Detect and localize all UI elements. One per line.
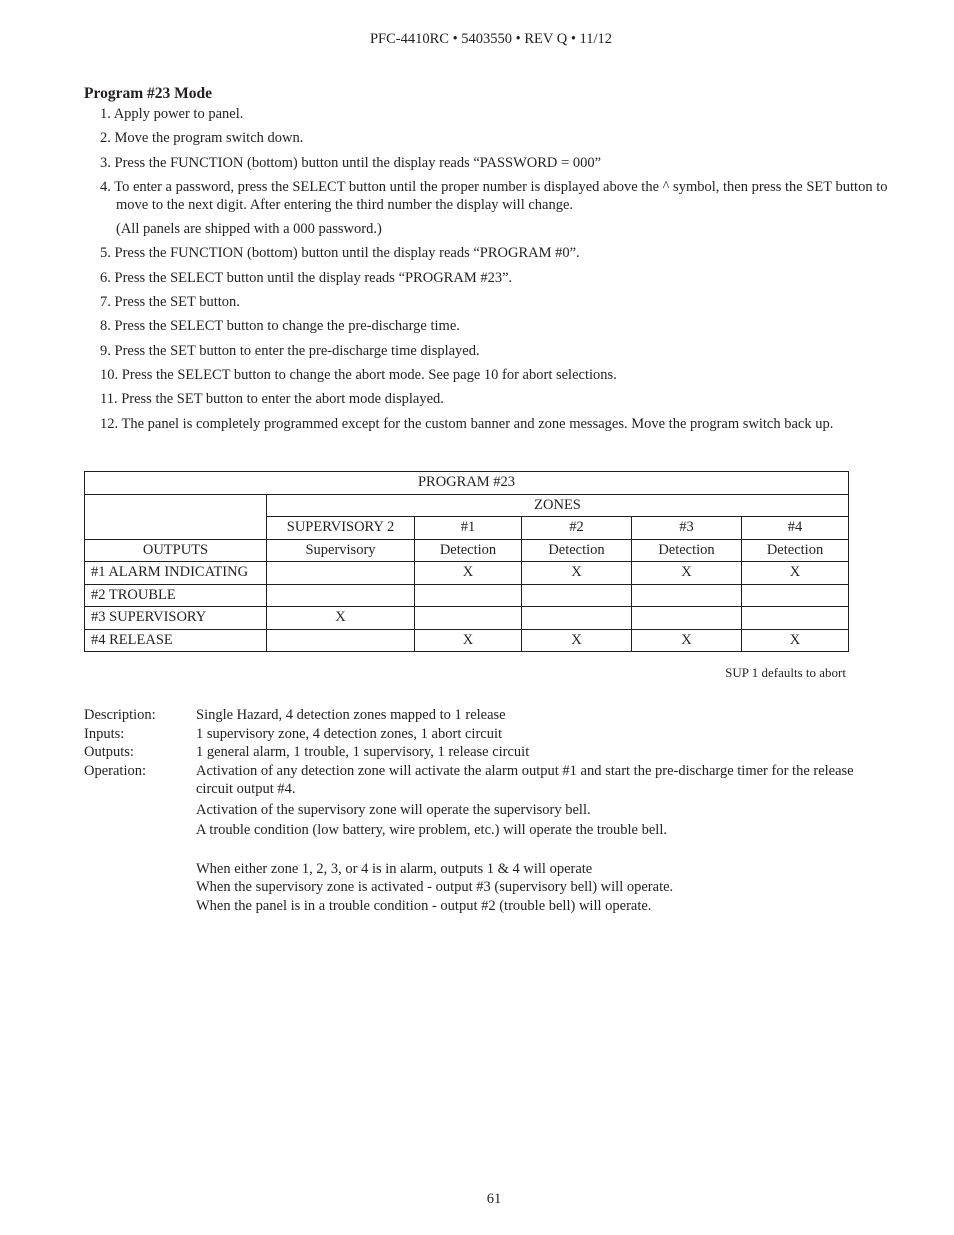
instruction-list: [100, 105, 900, 439]
output-label: #4 RELEASE: [85, 629, 267, 652]
zone-type: Detection: [415, 539, 522, 562]
table-cell: [415, 584, 522, 607]
table-cell: [632, 607, 742, 630]
table-row: [85, 562, 849, 585]
zones-header-row: [85, 494, 849, 517]
step-item: 11. Press the SET button to enter the abort mode displayed.: [100, 391, 444, 408]
table-cell: [267, 629, 415, 652]
table-row: [85, 607, 849, 630]
zone-type: Detection: [742, 539, 849, 562]
table-cell: X: [522, 562, 632, 585]
blank-cell: [85, 494, 267, 539]
table-cell: [522, 584, 632, 607]
zone-type: Detection: [522, 539, 632, 562]
zone-header: #3: [632, 517, 742, 540]
table-title-row: [85, 472, 849, 495]
section-title: Program #23 Mode: [84, 85, 212, 102]
description-block: [84, 706, 884, 915]
summary-line: When the panel is in a trouble condition - output #2 (trouble bell) will operate.: [196, 897, 652, 914]
table-cell: X: [267, 607, 415, 630]
table-cell: X: [415, 562, 522, 585]
zone-type: Detection: [632, 539, 742, 562]
output-label: #1 ALARM INDICATING: [85, 562, 267, 585]
table-footnote: SUP 1 defaults to abort: [725, 665, 846, 680]
outputs-header: OUTPUTS: [85, 539, 267, 562]
step-item: 1. Apply power to panel.: [100, 106, 244, 122]
zone-header: #4: [742, 517, 849, 540]
page-number: 61: [486, 1191, 502, 1207]
table-cell: X: [632, 562, 742, 585]
output-label: #2 TROUBLE: [85, 584, 267, 607]
zone-types-row: [85, 539, 849, 562]
step-item: 3. Press the FUNCTION (bottom) button until the display reads “PASSWORD = 000”: [100, 154, 602, 171]
summary-line: When either zone 1, 2, 3, or 4 is in alarm, outputs 1 & 4 will operate: [196, 860, 593, 877]
inputs-label: Inputs:: [84, 725, 125, 742]
zone-header: #2: [522, 517, 632, 540]
zone-header: #1: [415, 517, 522, 540]
step-item: 9. Press the SET button to enter the pre-discharge time displayed.: [100, 342, 480, 359]
description-label: Description:: [84, 707, 156, 723]
table-cell: [632, 584, 742, 607]
step-item: 4. To enter a password, press the SELECT button until the proper number is displayed above the ^ symbol, then press the SET button to move to the next digit. After entering the third number the display will change.: [100, 178, 888, 213]
table-row: [85, 629, 849, 652]
description-value: Single Hazard, 4 detection zones mapped to 1 release: [196, 707, 506, 723]
table-cell: [267, 584, 415, 607]
table-cell: X: [415, 629, 522, 652]
zones-header: ZONES: [267, 494, 849, 517]
outputs-value: 1 general alarm, 1 trouble, 1 supervisory, 1 release circuit: [196, 744, 530, 760]
zone-header: SUPERVISORY 2: [267, 517, 415, 540]
step-note: (All panels are shipped with a 000 password.): [116, 221, 382, 238]
inputs-value: 1 supervisory zone, 4 detection zones, 1 abort circuit: [196, 725, 503, 742]
step-item: 5. Press the FUNCTION (bottom) button until the display reads “PROGRAM #0”.: [100, 245, 580, 262]
table-cell: [742, 607, 849, 630]
operation-row: [84, 762, 884, 916]
step-item: 7. Press the SET button.: [100, 294, 240, 311]
step-item: 10. Press the SELECT button to change the abort mode. See page 10 for abort selections.: [100, 366, 617, 383]
table-cell: X: [632, 629, 742, 652]
output-label: #3 SUPERVISORY: [85, 607, 267, 630]
table-cell: X: [742, 629, 849, 652]
operation-line: A trouble condition (low battery, wire problem, etc.) will operate the trouble bell.: [196, 822, 667, 838]
outputs-label: Outputs:: [84, 744, 134, 760]
step-item: 6. Press the SELECT button until the display reads “PROGRAM #23”.: [100, 269, 513, 286]
table-title: PROGRAM #23: [85, 472, 849, 495]
step-item: 8. Press the SELECT button to change the pre-discharge time.: [100, 318, 460, 335]
operation-line: Activation of any detection zone will activate the alarm output #1 and start the pre-discharge timer for the release circuit output #4.: [196, 762, 854, 797]
description-row: [84, 706, 884, 725]
zone-type: Supervisory: [267, 539, 415, 562]
summary-line: When the supervisory zone is activated - output #3 (supervisory bell) will operate.: [196, 879, 674, 895]
operation-line: Activation of the supervisory zone will operate the supervisory bell.: [196, 801, 591, 818]
step-item: 2. Move the program switch down.: [100, 130, 304, 147]
table-cell: X: [522, 629, 632, 652]
table-cell: [522, 607, 632, 630]
page-header: PFC-4410RC • 5403550 • REV Q • 11/12: [369, 31, 613, 47]
table-cell: [267, 562, 415, 585]
inputs-row: [84, 725, 884, 744]
table-cell: [415, 607, 522, 630]
step-item: 12. The panel is completely programmed except for the custom banner and zone messages. Move the program switch back up.: [100, 415, 834, 432]
operation-label: Operation:: [84, 762, 147, 779]
table-row: [85, 584, 849, 607]
operation-value: [196, 762, 884, 916]
program-table: [84, 471, 849, 652]
spacer: [196, 840, 884, 860]
table-cell: X: [742, 562, 849, 585]
outputs-row: [84, 743, 884, 762]
table-cell: [742, 584, 849, 607]
